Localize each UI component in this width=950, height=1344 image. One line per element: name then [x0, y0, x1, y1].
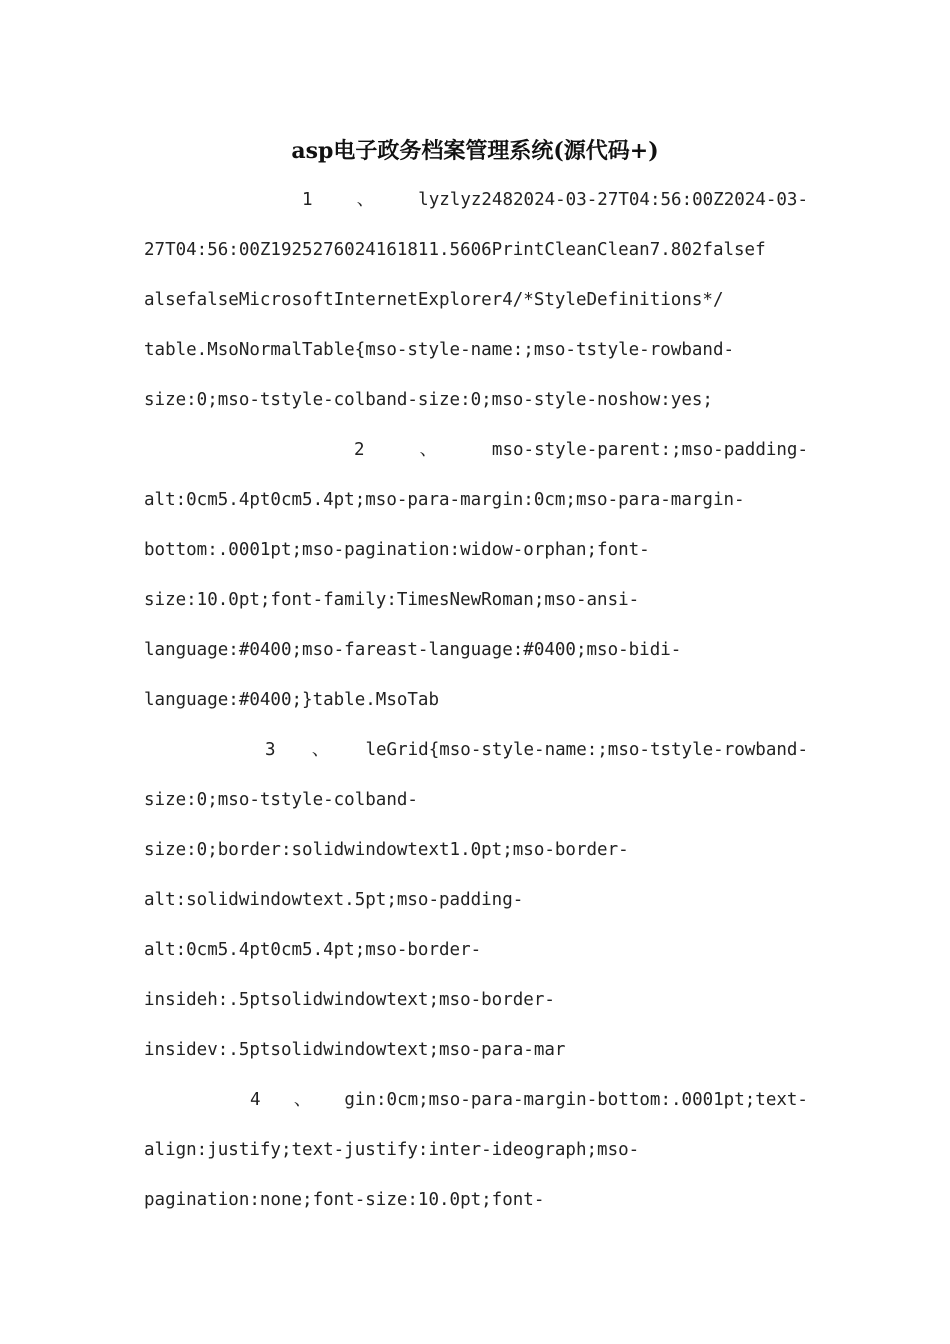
- item-1-line: alsefalseMicrosoftInternetExplorer4/*StyleDefinitions*/: [144, 290, 724, 310]
- item-2-text: mso-style-parent:;mso-padding-: [491, 440, 808, 460]
- item-3-first-line: [144, 733, 808, 767]
- item-1-first-line: [144, 183, 808, 217]
- item-3-line: alt:solidwindowtext.5pt;mso-padding-: [144, 890, 524, 910]
- item-1-separator: 、: [356, 190, 375, 210]
- item-2-first-line: [144, 433, 808, 467]
- item-3-line: alt:0cm5.4pt0cm5.4pt;mso-border-: [144, 940, 482, 960]
- item-3-line: size:0;border:solidwindowtext1.0pt;mso-border-: [144, 840, 629, 860]
- item-3-separator: 、: [311, 740, 330, 760]
- item-2-line: language:#0400;}table.MsoTab: [144, 690, 440, 710]
- item-2-line: size:10.0pt;font-family:TimesNewRoman;mso-ansi-: [144, 590, 640, 610]
- item-1-line: 27T04:56:00Z1925276024161811.5606PrintCleanClean7.802falsef: [144, 240, 766, 260]
- item-1-line: size:0;mso-tstyle-colband-size:0;mso-style-noshow:yes;: [144, 390, 713, 410]
- item-3-text: leGrid{mso-style-name:;mso-tstyle-rowband-: [365, 740, 808, 760]
- item-3-line: size:0;mso-tstyle-colband-: [144, 790, 418, 810]
- item-2-line: bottom:.0001pt;mso-pagination:widow-orphan;font-: [144, 540, 650, 560]
- item-1-text: lyzlyz2482024-03-27T04:56:00Z2024-03-: [418, 190, 808, 210]
- item-2-number: 2: [354, 440, 365, 460]
- item-3-line: insidev:.5ptsolidwindowtext;mso-para-mar: [144, 1040, 566, 1060]
- item-4-line: align:justify;text-justify:inter-ideograph;mso-: [144, 1140, 640, 1160]
- item-2-line: language:#0400;mso-fareast-language:#0400;mso-bidi-: [144, 640, 682, 660]
- item-4-text: gin:0cm;mso-para-margin-bottom:.0001pt;text-: [344, 1090, 808, 1110]
- item-2-line: alt:0cm5.4pt0cm5.4pt;mso-para-margin:0cm;mso-para-margin-: [144, 490, 745, 510]
- item-4-separator: 、: [293, 1090, 312, 1110]
- item-1-number: 1: [302, 190, 313, 210]
- item-3-line: insideh:.5ptsolidwindowtext;mso-border-: [144, 990, 555, 1010]
- item-4-line: pagination:none;font-size:10.0pt;font-: [144, 1190, 545, 1210]
- item-4-number: 4: [250, 1090, 261, 1110]
- document-title: asp电子政务档案管理系统(源代码+): [291, 138, 659, 164]
- item-3-number: 3: [265, 740, 276, 760]
- item-4-first-line: [144, 1083, 808, 1117]
- item-2-separator: 、: [419, 440, 437, 460]
- item-1-line: table.MsoNormalTable{mso-style-name:;mso-tstyle-rowband-: [144, 340, 735, 360]
